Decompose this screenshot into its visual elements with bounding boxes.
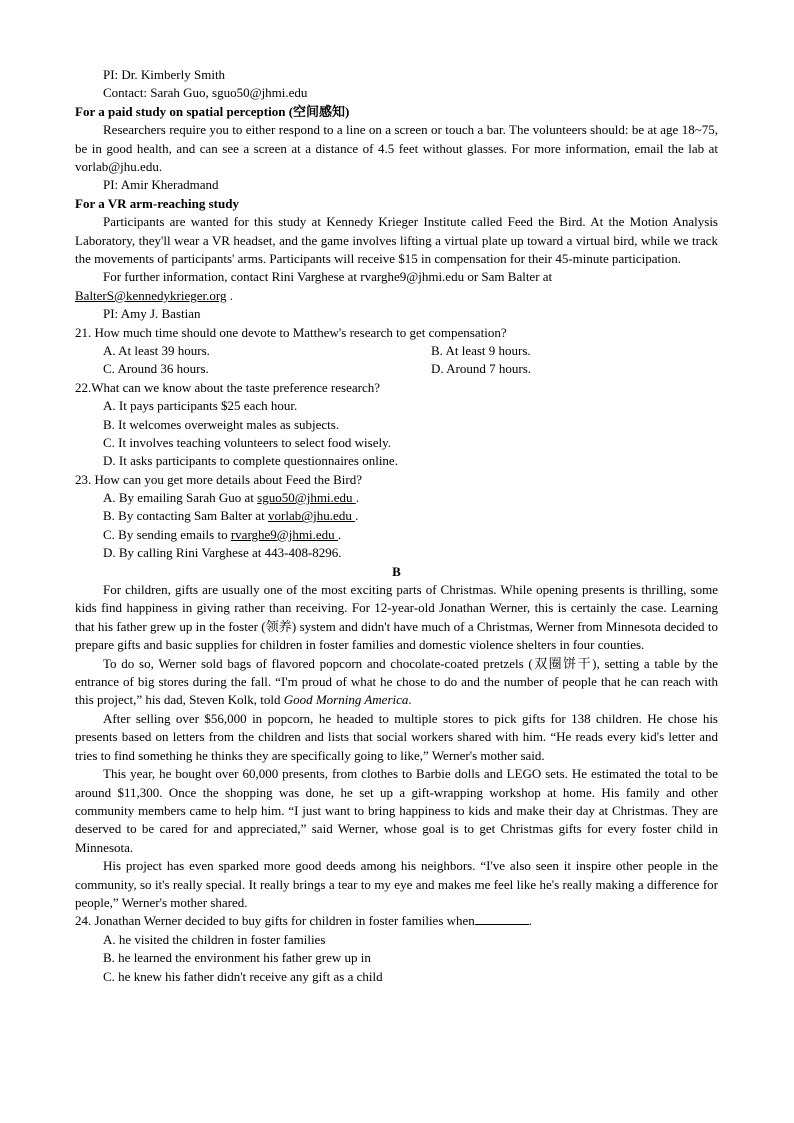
tv-show-title: Good Morning America <box>283 692 409 708</box>
spatial-study-text: Researchers require you to either respond to a line on a screen or touch a bar. The volunteers should: be at age 18~75, be in good health, and can see a screen at a distance of 4.5 feet without glasses. For more information, email the lab at vorlab@jhu.edu. <box>75 122 718 174</box>
pi-kheradmand: PI: Amir Kheradmand <box>103 177 219 193</box>
passage-b-paragraph-5: His project has even sparked more good deeds among his neighbors. “I've also seen it inspire other people in the community, so it's really special. It really brings a tear to my eye and makes me feel like he's really making a difference for people,” Werner's mother shared. <box>75 858 718 910</box>
passage-b-paragraph-3: After selling over $56,000 in popcorn, he headed to multiple stores to pick gifts for 138 children. He chose his presents based on letters from the children and lists that social workers shared with him. “He reads every kid's letter and tries to find something he thinks they are specifically going to like,” Werner's mother said. <box>75 710 718 763</box>
q24-option-c: C. he knew his father didn't receive any gift as a child <box>103 968 383 984</box>
q21-options-row-2 <box>75 360 718 378</box>
q21-option-b: B. At least 9 hours. <box>431 342 531 358</box>
section-b-title: B <box>392 563 401 579</box>
vr-contact-email-line: BalterS@kennedykrieger.org . <box>75 287 233 303</box>
q24-option-a: A. he visited the children in foster families <box>103 931 326 947</box>
balter-email-link[interactable]: BalterS@kennedykrieger.org <box>75 287 227 303</box>
q21-stem: 21. How much time should one devote to Matthew's research to get compensation? <box>75 324 507 340</box>
sguo-email-link[interactable]: sguo50@jhmi.edu <box>257 490 356 506</box>
vr-contact-line: For further information, contact Rini Varghese at rvarghe9@jhmi.edu or Sam Balter at <box>103 269 553 285</box>
exam-page <box>75 66 718 986</box>
q23-option-d: D. By calling Rini Varghese at 443-408-8296. <box>103 545 342 561</box>
q21-option-c: C. Around 36 hours. <box>103 361 209 377</box>
pi-bastian: PI: Amy J. Bastian <box>103 306 201 322</box>
vr-study-text: Participants are wanted for this study at Kennedy Krieger Institute called Feed the Bird. At the Motion Analysis Laboratory, they'll wear a VR headset, and the game involves lifting a virtual plate up toward a virtual bird, while we track the movements of participants' arms. Participants will receive $15 in compensation for their 45-minute participation. <box>75 214 718 266</box>
heading-spatial-study: For a paid study on spatial perception (空间感知) <box>75 103 350 119</box>
q22-option-a: A. It pays participants $25 each hour. <box>103 398 298 414</box>
pi-smith: PI: Dr. Kimberly Smith <box>103 67 226 82</box>
q24-stem: 24. Jonathan Werner decided to buy gifts for children in foster families when . <box>75 913 533 929</box>
q21-option-d: D. Around 7 hours. <box>431 361 532 377</box>
passage-b-paragraph-4: This year, he bought over 60,000 presents, from clothes to Barbie dolls and LEGO sets. He estimated the total to be around $11,300. Once the shopping was done, he set up a gift-wrapping workshop at home. His family and other community members came to help him. “I just want to bring happiness to kids and make their day at Christmas. They are deserved to be cared for and appreciated,” said Werner, whose goal is to get Christmas gifts for every foster child in Minnesota. <box>75 766 718 855</box>
q22-option-c: C. It involves teaching volunteers to select food wisely. <box>103 434 391 450</box>
rvarghe-email-link[interactable]: rvarghe9@jhmi.edu <box>230 526 338 542</box>
q22-option-b: B. It welcomes overweight males as subjects. <box>103 416 340 432</box>
q21-options-row-1 <box>75 342 718 360</box>
q21-option-a: A. At least 39 hours. <box>103 342 210 358</box>
q22-stem: 22.What can we know about the taste preference research? <box>75 379 380 395</box>
q23-option-b: B. By contacting Sam Balter at vorlab@jhu.edu . <box>103 508 359 524</box>
passage-b-paragraph-2: To do so, Werner sold bags of flavored popcorn and chocolate-coated pretzels (双圈饼干), setting a table by the entrance of big stores during the fall. “I'm proud of what he chose to do and the number of people that he can reach with this project,” his dad, Steven Kolk, told Good Morning America. <box>75 655 718 708</box>
contact-guo: Contact: Sarah Guo, sguo50@jhmi.edu <box>103 85 308 101</box>
passage-b-paragraph-1: For children, gifts are usually one of the most exciting parts of Christmas. While opening presents is thrilling, some kids find happiness in giving rather than receiving. For 12-year-old Jonathan Werner, this is certainly the case. Learning that his father grew up in the foster (领养) system and didn't have much of a Christmas, Werner from Minnesota decided to prepare gifts and basic supplies for children in foster families and domestic violence shelters in four counties. <box>75 582 718 653</box>
q22-option-d: D. It asks participants to complete questionnaires online. <box>103 453 398 469</box>
q23-option-c: C. By sending emails to rvarghe9@jhmi.edu . <box>103 526 342 542</box>
heading-vr-study: For a VR arm-reaching study <box>75 195 239 211</box>
q24-option-b: B. he learned the environment his father grew up in <box>103 950 371 966</box>
q23-stem: 23. How can you get more details about Feed the Bird? <box>75 471 363 487</box>
q23-option-a: A. By emailing Sarah Guo at sguo50@jhmi.edu . <box>103 490 360 506</box>
vorlab-email-link[interactable]: vorlab@jhu.edu <box>268 508 356 524</box>
answer-blank[interactable] <box>475 912 529 925</box>
